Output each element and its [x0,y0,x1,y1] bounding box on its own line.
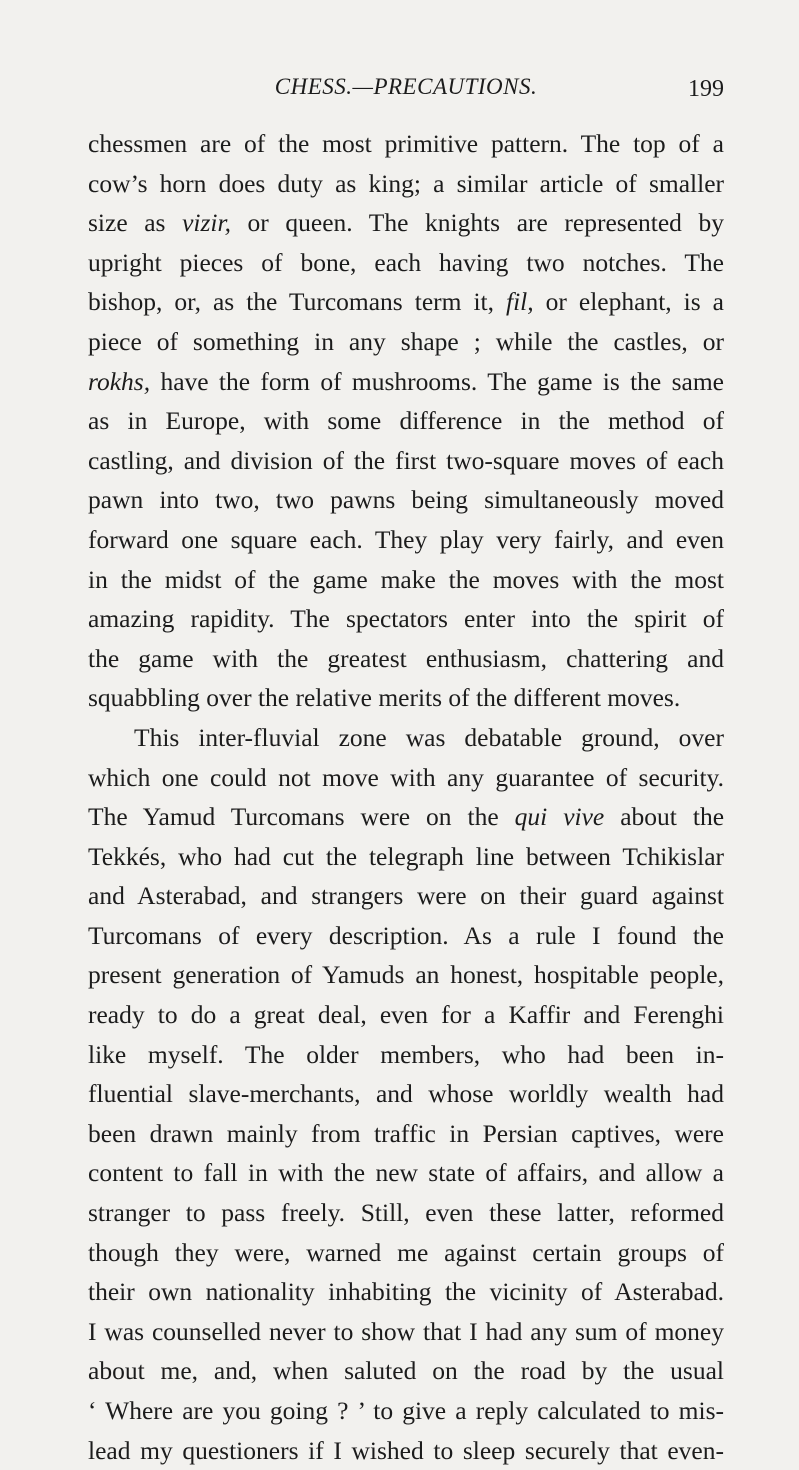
text-segment: fluential slave-merchants, and whose worldly wealth had [88,1079,724,1109]
text-segment: been drawn mainly from traffic in Persian captives, were [88,1118,724,1148]
text-line [88,599,724,639]
text-segment: pawn into two, two pawns being simultaneously moved [88,485,724,515]
text-line [88,480,724,520]
text-line [88,164,724,204]
italic-word: fil, [506,287,534,317]
text-line [88,520,724,560]
text-segment: ‘ Where are you going ? ’ to give a reply calculated to mis- [88,1396,724,1425]
text-segment: I was counselled never to show that I had any sum of money [88,1316,724,1346]
text-segment: This inter-fluvial zone was debatable ground, over [134,722,724,752]
text-line [88,797,724,837]
body-text [88,124,724,1470]
text-segment: amazing rapidity. The spectators enter into the spirit of [88,604,724,634]
text-line [88,1233,724,1273]
running-head [88,74,724,110]
italic-word: vizir, [182,208,231,238]
text-segment: or queen. The knights are represented by [230,208,725,238]
text-segment: bishop, or, as the Turcomans term it, [88,287,507,317]
text-segment: lead my questioners if I wished to sleep securely that even- [88,1435,724,1465]
text-segment: or elephant, is a [533,287,724,317]
text-line [88,1153,724,1193]
text-line [88,203,724,243]
text-segment: as in Europe, with some difference in the method of [88,406,724,436]
text-segment: Turcomans of every description. As a rule I found the [88,920,724,950]
text-segment: upright pieces of bone, each having two notches. The [88,247,724,277]
text-segment: forward one square each. They play very fairly, and even [88,524,724,554]
text-segment: have the form of mushrooms. The game is the same [150,366,724,396]
text-line [88,1351,724,1391]
text-line [88,282,724,322]
text-line [88,639,724,679]
text-segment: content to fall in with the new state of affairs, and allow a [88,1158,724,1188]
text-segment: like myself. The older members, who had been in- [88,1039,724,1069]
text-line [88,876,724,916]
text-line [88,1431,724,1470]
text-segment: and Asterabad, and strangers were on their guard against [88,881,724,911]
text-line [88,718,724,758]
italic-word: qui vive [514,802,605,832]
text-segment: stranger to pass freely. Still, even these latter, reformed [88,1198,724,1228]
text-line [88,401,724,441]
text-segment: The Yamud Turcomans were on the [88,802,515,832]
text-line [88,441,724,481]
text-line [88,758,724,798]
text-segment: which one could not move with any guarantee of security. [88,762,724,792]
text-segment: cow’s horn does duty as king; a similar article of smaller [88,168,724,198]
running-title: CHESS.—PRECAUTIONS. [274,74,538,99]
text-line [88,916,724,956]
text-line [88,837,724,877]
text-line [88,995,724,1035]
text-segment: piece of something in any shape ; while the castles, or [88,326,724,356]
text-segment: squabbling over the relative merits of the different moves. [88,683,681,713]
text-segment: chessmen are of the most primitive pattern. The top of a [88,129,724,158]
text-segment: Tekkés, who had cut the telegraph line between Tchikislar [88,841,724,871]
text-line [88,1312,724,1352]
text-segment: present generation of Yamuds an honest, hospitable people, [88,960,724,990]
text-line [88,955,724,995]
text-line [88,1035,724,1075]
text-segment: size as [88,208,183,238]
text-line [88,560,724,600]
text-line [88,1114,724,1154]
text-line [88,1193,724,1233]
text-segment: about the [604,802,725,832]
text-line [88,1391,724,1431]
text-segment: ready to do a great deal, even for a Kaffir and Ferenghi [88,1000,724,1030]
text-line [88,124,724,164]
text-segment: their own nationality inhabiting the vicinity of Asterabad. [88,1277,724,1307]
text-segment: though they were, warned me against certain groups of [88,1237,724,1267]
text-segment: about me, and, when saluted on the road by the usual [88,1356,724,1386]
text-line [88,1074,724,1114]
text-line [88,678,724,718]
page-number: 199 [688,76,724,102]
text-line [88,1272,724,1312]
text-segment: the game with the greatest enthusiasm, chattering and [88,643,724,673]
italic-word: rokhs, [88,366,151,396]
text-line [88,243,724,283]
text-segment: castling, and division of the first two-square moves of each [88,445,724,475]
text-line [88,362,724,402]
text-line [88,322,724,362]
text-segment: in the midst of the game make the moves with the most [88,564,724,594]
